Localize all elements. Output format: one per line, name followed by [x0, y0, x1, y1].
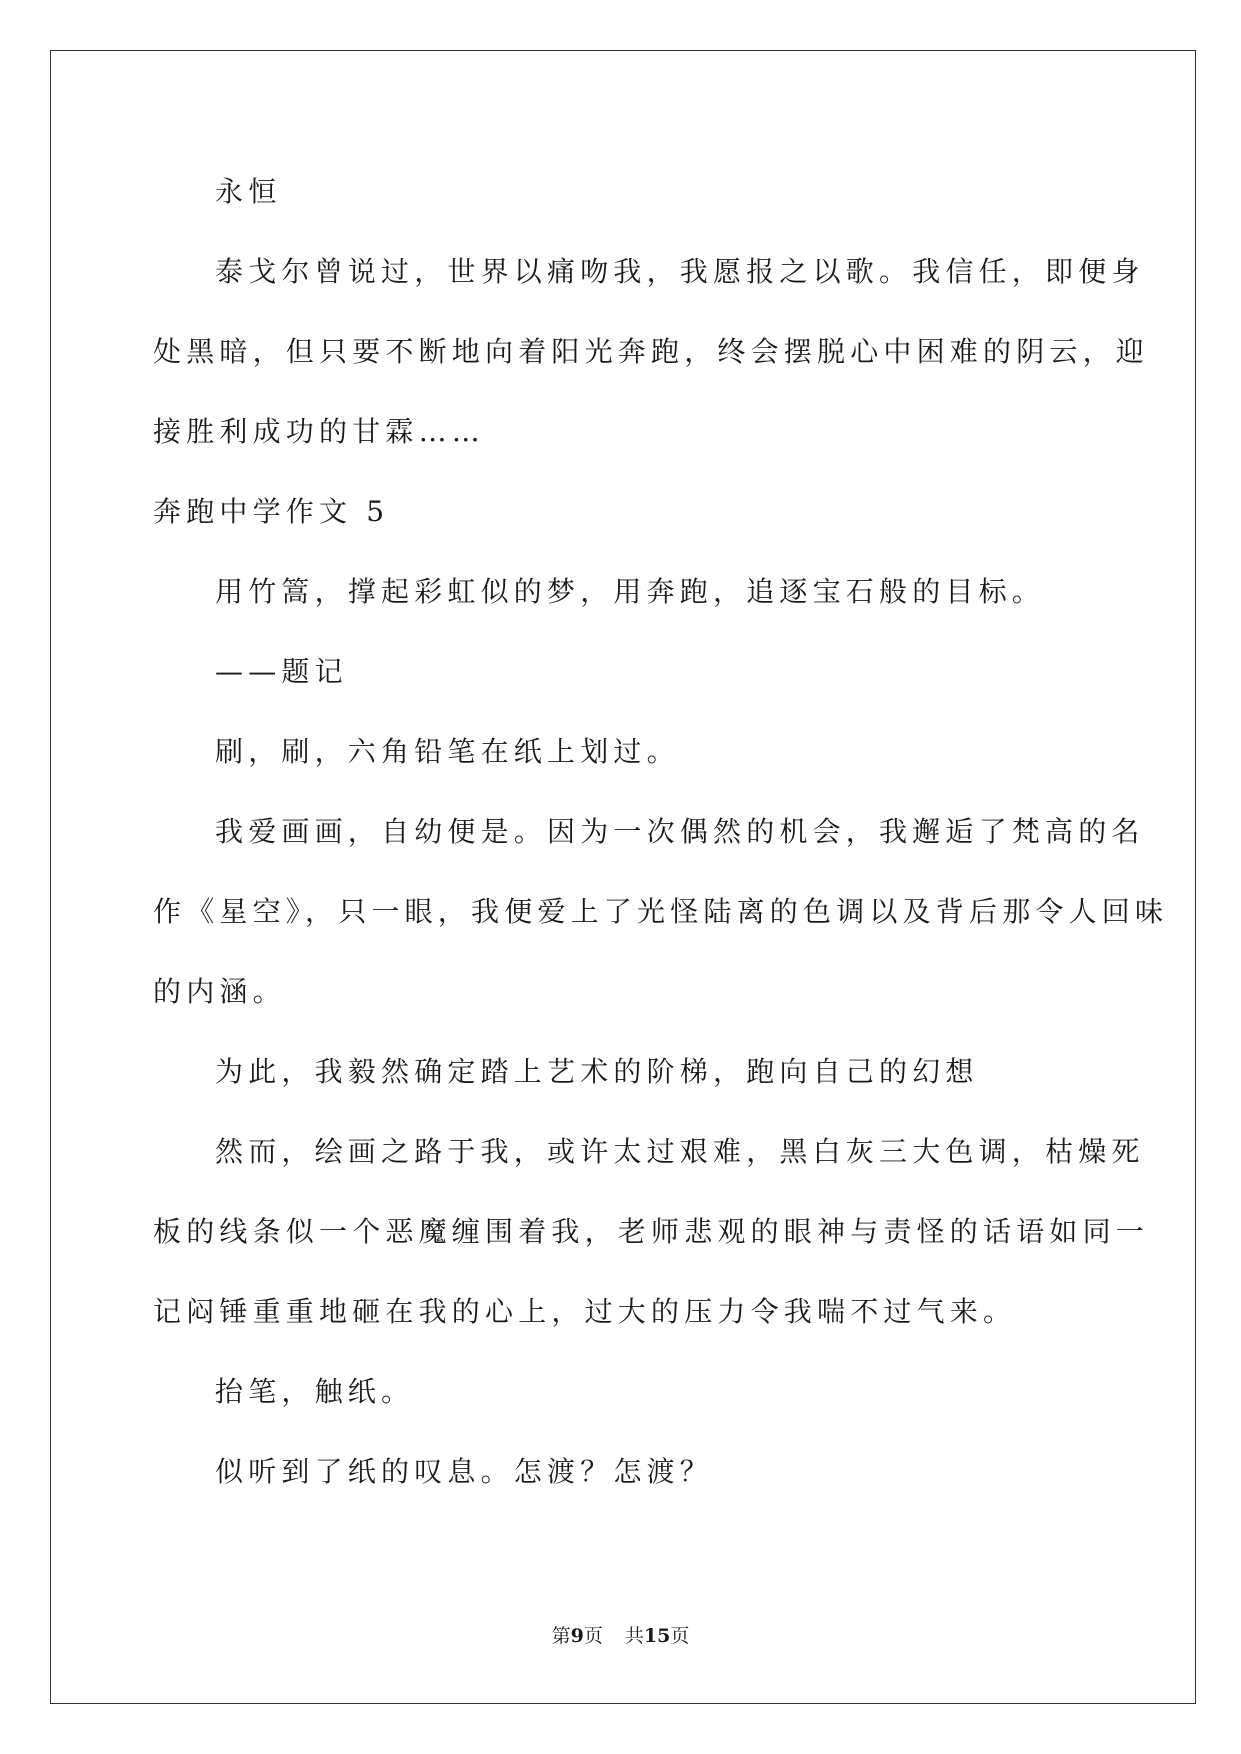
page-label-post: 页	[583, 1625, 603, 1647]
paragraph-line: 用竹篙，撑起彩虹似的梦，用奔跑，追逐宝石般的目标。	[215, 575, 1046, 608]
paragraph-line: 我爱画画，自幼便是。因为一次偶然的机会，我邂逅了梵高的名	[215, 815, 1145, 848]
paragraph-line: 永恒	[215, 175, 282, 208]
paragraph-line: 接胜利成功的甘霖……	[153, 415, 486, 448]
paragraph-line: 为此，我毅然确定踏上艺术的阶梯，跑向自己的幻想	[215, 1055, 979, 1088]
total-label-post: 页	[670, 1625, 690, 1647]
paragraph-line: 泰戈尔曾说过，世界以痛吻我，我愿报之以歌。我信任，即便身	[215, 255, 1145, 288]
paragraph-line: 似听到了纸的叹息。怎渡？怎渡？	[215, 1455, 714, 1488]
section-heading: 奔跑中学作文 5	[153, 495, 390, 528]
total-pages: 15	[643, 1625, 671, 1647]
paragraph-line: 处黑暗，但只要不断地向着阳光奔跑，终会摆脱心中困难的阴云，迎	[153, 335, 1150, 368]
paragraph-line: 抬笔，触纸。	[215, 1375, 415, 1408]
page-number: 9	[570, 1625, 584, 1647]
total-label-pre: 共	[624, 1625, 644, 1647]
page-label-pre: 第	[551, 1625, 571, 1647]
paragraph-line: 记闷锤重重地砸在我的心上，过大的压力令我喘不过气来。	[153, 1295, 1017, 1328]
paragraph-line: 刷，刷，六角铅笔在纸上划过。	[215, 735, 680, 768]
paragraph-line: ——题记	[215, 655, 348, 688]
paragraph-line: 板的线条似一个恶魔缠围着我，老师悲观的眼神与责怪的话语如同一	[153, 1215, 1150, 1248]
paragraph-line: 作《星空》，只一眼，我便爱上了光怪陆离的色调以及背后那令人回味	[153, 895, 1169, 928]
paragraph-line: 然而，绘画之路于我，或许太过艰难，黑白灰三大色调，枯燥死	[215, 1135, 1145, 1168]
paragraph-line: 的内涵。	[153, 975, 286, 1008]
page-footer	[0, 1624, 1241, 1648]
